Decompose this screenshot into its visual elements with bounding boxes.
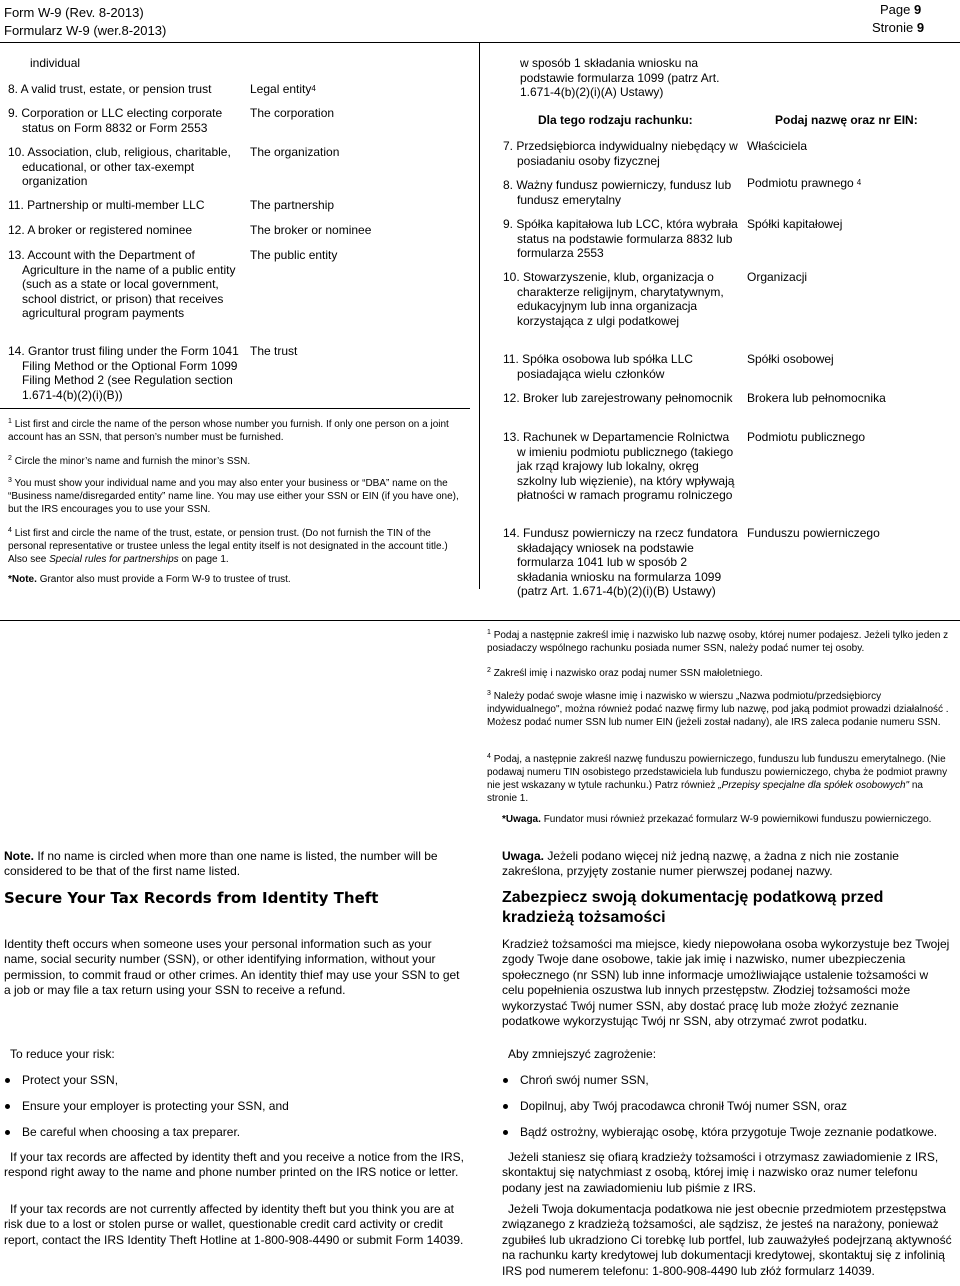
en-footnote-1: $^1$ List first and circle the name of the person whose number you furnish. If only one person on a joint account has an SSN, that person’s number must be furnished.: [8, 418, 449, 443]
en-bullet-2-text: Ensure your employer is protecting your SSN, and: [22, 1099, 289, 1113]
en-footnote-3: $^3$ You must show your individual name and you may also enter your business or “DBA” name on the “Business name/disregarded entity” name line. You may use either your SSN or EIN (if you have one), but the IRS encourages you to use your SSN.: [8, 477, 459, 515]
pl-footnote-4-text-a: Podaj, a następnie zakreśl nazwę funduszu powierniczego, funduszu lub funduszu emerytalnego. (Nie podawaj numeru TIN osobistego przedstawiciela lub funduszu powierniczego, chyba że podmiot prawny nie jest wskazany w tytule rachunku.) Patrz również: [487, 754, 948, 791]
pl-bullet-1-text: Chroń swój numer SSN,: [520, 1073, 649, 1087]
pl-row-12-name: Brokera lub pełnomocnika: [747, 391, 886, 405]
pl-row-13-acct: 13. Rachunek w Departamencie Rolnictwa w imieniu podmiotu publicznego (takiego jak rząd krajowy lub lokalny, okręg szkolny lub więzienie), na który wpływają płatności w ramach programu rolniczego: [503, 430, 735, 502]
en-row-8-acct: 8. A valid trust, estate, or pension trust: [8, 82, 212, 96]
en-row-11-name: The partnership: [250, 198, 335, 212]
en-note-label: Note.: [4, 849, 34, 863]
pl-bullet-2-text: Dopilnuj, aby Twój pracodawca chronił Twój numer SSN, oraz: [520, 1099, 848, 1113]
column-divider: [479, 42, 480, 589]
pl-footnote-2-text: Zakreśl imię i nazwisko oraz podaj numer SSN małoletniego.: [493, 668, 763, 679]
en-footnote-3-text: You must show your individual name and you may also enter your business or “DBA” name on the “Business name/disregarded entity” name line. You may use either your SSN or EIN (if you have one), but the IRS encourages you to use your SSN.: [8, 478, 459, 515]
page-num-en: 9: [914, 2, 922, 17]
en-para-1: Identity theft occurs when someone uses your personal information such as your name, social security number (SSN), or other identifying information, without your permission, to commit fraud or other crimes. An identity thief may use your SSN to get a job or may file a tax return using your SSN to receive a refund.: [4, 937, 460, 998]
page-number-pl: [872, 20, 924, 36]
bullet-icon: [5, 1104, 10, 1109]
en-row-10-name: The organization: [250, 145, 340, 159]
pl-bullet-1: [520, 1073, 950, 1088]
page-label-en: Page: [880, 2, 911, 17]
pl-note-trust-text: Fundator musi również przekazać formularz W-9 powiernikowi funduszu powierniczego.: [543, 814, 932, 825]
en-note: [4, 849, 464, 880]
en-footnote-1-text: List first and circle the name of the person whose number you furnish. If only one person on a joint account has an SSN, that person’s number must be furnished.: [8, 419, 449, 443]
pl-note-trust: [502, 813, 942, 826]
pl-note-trust-label: *Uwaga.: [502, 814, 541, 825]
table-bottom-rule: [0, 620, 960, 621]
en-footnote-4-text-a: List first and circle the name of the trust, estate, or pension trust. (Do not furnish the TIN of the personal representative or trustee unless the legal entity itself is not designated in the account title.) Also see: [8, 528, 448, 565]
en-bullet-1: [22, 1073, 462, 1088]
bullet-icon: [503, 1130, 508, 1135]
en-footnote-2: $^2$ Circle the minor’s name and furnish the minor’s SSN.: [8, 455, 251, 467]
bullet-icon: [503, 1078, 508, 1083]
en-note-trust: [8, 573, 463, 586]
pl-bullet-3-text: Bądź ostrożny, wybierając osobę, która przygotuje Twoje zeznanie podatkowe.: [520, 1125, 938, 1139]
en-note-trust-label: *Note.: [8, 574, 37, 585]
pl-para-1: Kradzież tożsamości ma miejsce, kiedy niepowołana osoba wykorzystuje bez Twojej zgody Twoje dane osobowe, takie jak imię i nazwisko, numer ubezpieczenia społecznego (nr SSN) lub inne informacje umożliwiające ustalenie tożsamości w celu popełnienia oszustwa lub innych przestępstw. Złodziej tożsamości może wykorzystać Twój numer SSN, aby dostać pracę lub może złożyć zeznanie podatkowe wykorzystując Twój nr SSN, aby otrzymać zwrot podatku.: [502, 937, 950, 1029]
en-para-3: If your tax records are not currently affected by identity theft but you think you are at risk due to a lost or stolen purse or wallet, questionable credit card activity or credit report, contact the IRS Identity Theft Hotline at 1-800-908-4490 or submit Form 14039.: [4, 1202, 464, 1247]
en-note-text: If no name is circled when more than one name is listed, the number will be considered to be that of the first name listed.: [4, 849, 438, 879]
pl-row-9-name: Spółki kapitałowej: [747, 217, 843, 231]
pl-footnote-4-italic: „Przepisy specjalne dla spółek osobowych": [718, 780, 910, 791]
en-footnote-4: $^4$ List first and circle the name of the trust, estate, or pension trust. (Do not furnish the TIN of the personal representative or trustee unless the legal entity itself is not designated in the account title.) Also see Special rules for partnerships on page 1.: [8, 527, 448, 565]
en-row-8-name: [250, 82, 460, 97]
pl-bullet-3: [520, 1125, 950, 1140]
en-row-11-acct: 11. Partnership or multi-member LLC: [8, 198, 205, 212]
en-footnote-2-text: Circle the minor’s name and furnish the minor’s SSN.: [14, 456, 251, 467]
en-bullet-1-text: Protect your SSN,: [22, 1073, 119, 1087]
en-heading: Secure Your Tax Records from Identity Theft: [4, 889, 379, 907]
en-bullet-3: [22, 1125, 462, 1140]
pl-row-7-name: Właściciela: [747, 139, 808, 153]
en-para-2: If your tax records are affected by identity theft and you receive a notice from the IRS, respond right away to the name and phone number printed on the IRS notice or letter.: [4, 1150, 465, 1180]
pl-row-14-acct: 14. Fundusz powierniczy na rzecz fundatora składający wniosek na podstawie formularza 1041 lub w sposób 2 składania wniosku na formularza 1099 (patrz Art. 1.671-4(b)(2)(i)(B) Ustawy): [503, 526, 738, 598]
en-note-trust-text: Grantor also must provide a Form W-9 to trustee of trust.: [39, 574, 291, 585]
pl-row-11-name: Spółki osobowej: [747, 352, 834, 366]
pl-bullet-2: [520, 1099, 950, 1114]
pl-row-8-sup: 4: [856, 178, 862, 187]
en-row-14-name: The trust: [250, 344, 298, 358]
header-rule: [0, 42, 960, 43]
pl-heading: Zabezpiecz swoją dokumentację podatkową przed kradzieżą tożsamości: [502, 889, 884, 926]
pl-note: [502, 849, 942, 880]
en-row-14-acct: 14. Grantor trust filing under the Form 1041 Filing Method or the Optional Form 1099 Filing Method 2 (see Regulation section 1.671-4(b)(2)(i)(B)): [8, 344, 239, 402]
pl-footnote-1-text: Podaj a następnie zakreśl imię i nazwisko lub nazwę osoby, której numer podajesz. Jeżeli tylko jeden z posiadaczy wspólnego rachunku posiada numer SSN, należy podać numer tej osoby.: [487, 630, 949, 654]
form-title-en: Form W-9 (Rev. 8-2013): [4, 5, 144, 20]
bullet-icon: [5, 1078, 10, 1083]
en-row-9-name: The corporation: [250, 106, 335, 120]
pl-row-8-name-text: Podmiotu prawnego: [747, 176, 854, 190]
page-number-en: [880, 2, 921, 18]
en-row-8-name-text: Legal entity: [250, 82, 312, 96]
en-row-8-sup: 4: [311, 84, 316, 93]
pl-reduce-risk: Aby zmniejszyć zagrożenie:: [508, 1047, 657, 1061]
pl-footnote-4: $^4$ Podaj, a następnie zakreśl nazwę funduszu powierniczego, funduszu lub funduszu emerytalnego. (Nie podawaj numeru TIN osobistego przedstawiciela lub funduszu powierniczego, chyba że podmiot prawny nie jest wskazany w tytule rachunku.) Patrz również „Przepisy specjalne dla spółek osobowych" na stronie 1.: [487, 753, 948, 804]
en-row-13-name: The public entity: [250, 248, 338, 262]
pl-row-10-acct: 10. Stowarzyszenie, klub, organizacja o charakterze religijnym, charytatywnym, edukacyjnym lub inna organizacja korzystająca z ulgi podatkowej: [503, 270, 724, 328]
pl-footnote-1: $^1$ Podaj a następnie zakreśl imię i nazwisko lub nazwę osoby, której numer podajesz. Jeżeli tylko jeden z posiadaczy wspólnego rachunku posiada numer SSN, należy podać numer tej osoby.: [487, 629, 949, 654]
page-num-pl: 9: [916, 20, 925, 35]
bullet-icon: [503, 1104, 508, 1109]
pl-row-7-acct: 7. Przedsiębiorca indywidualny niebędący w posiadaniu osoby fizycznej: [503, 139, 738, 168]
en-row-cont-acct: individual: [30, 56, 81, 70]
pl-row-14-name: Funduszu powierniczego: [747, 526, 880, 540]
pl-row-12-acct: 12. Broker lub zarejestrowany pełnomocnik: [503, 391, 733, 405]
pl-footnote-3-text: Należy podać swoje własne imię i nazwisko w wierszu „Nazwa podmiotu/przedsiębiorcy indywidualnego", można również podać nazwę firmy lub nazwę, pod jaką podmiot prowadzi działalność . Możesz podać numer SSN lub numer EIN (jeżeli został nadany), ale IRS zaleca podanie numeru SSN.: [487, 691, 949, 728]
pl-row-cont: w sposób 1 składania wniosku na podstawie formularza 1099 (patrz Art. 1.671-4(b)(2)(i)(A) Ustawy): [520, 56, 720, 99]
en-bullet-3-text: Be careful when choosing a tax preparer.: [22, 1125, 241, 1139]
pl-para-2: Jeżeli staniesz się ofiarą kradzieży tożsamości i otrzymasz zawiadomienie z IRS, skontaktuj się natychmiast z osobą, której imię i nazwisko oraz numer telefonu podany jest na zawiadomieniu lub piśmie z IRS.: [502, 1150, 939, 1195]
en-row-12-acct: 12. A broker or registered nominee: [8, 223, 193, 237]
pl-footnote-3: $^3$ Należy podać swoje własne imię i nazwisko w wierszu „Nazwa podmiotu/przedsiębiorcy indywidualnego", można również podać nazwę firmy lub nazwę, pod jaką podmiot prowadzi działalność . Możesz podać numer SSN lub numer EIN (jeżeli został nadany), ale IRS zaleca podanie numeru SSN.: [487, 690, 949, 728]
pl-note-label: Uwaga.: [502, 849, 545, 863]
pl-note-text: Jeżeli podano więcej niż jedną nazwę, a żadna z nich nie zostanie zakreślona, przyjęty zostanie numer pierwszej podanej nazwy.: [502, 849, 899, 879]
pl-row-9-acct: 9. Spółka kapitałowa lub LCC, która wybrała status na podstawie formularza 8832 lub formularza 2553: [503, 217, 738, 260]
pl-row-8-acct: 8. Ważny fundusz powierniczy, fundusz lub fundusz emerytalny: [503, 178, 732, 207]
en-bullet-2: [22, 1099, 462, 1114]
pl-footnote-4-text-b: na stronie 1.: [487, 780, 923, 804]
pl-row-10-name: Organizacji: [747, 270, 808, 284]
en-row-10-acct: 10. Association, club, religious, charitable, educational, or other tax-exempt organization: [8, 145, 231, 188]
en-reduce-risk: To reduce your risk:: [10, 1047, 115, 1061]
pl-row-11-acct: 11. Spółka osobowa lub spółka LLC posiadająca wielu członków: [503, 352, 693, 381]
page-label-pl: Stronie: [872, 20, 914, 35]
en-row-9-acct: 9. Corporation or LLC electing corporate status on Form 8832 or Form 2553: [8, 106, 223, 135]
pl-col-header-name: Podaj nazwę oraz nr EIN:: [775, 113, 918, 127]
en-footnote-4-italic: Special rules for partnerships: [49, 554, 179, 565]
bullet-icon: [5, 1130, 10, 1135]
pl-row-8-name: [747, 176, 947, 191]
en-row-12-name: The broker or nominee: [250, 223, 372, 237]
pl-col-header-account: Dla tego rodzaju rachunku:: [538, 113, 693, 127]
en-row-13-acct: 13. Account with the Department of Agriculture in the name of a public entity (such as a state or local government, school district, or prison) that receives agricultural program payments: [8, 248, 236, 320]
en-footnote-rule: [0, 408, 470, 409]
en-footnote-4-text-b: on page 1.: [181, 554, 229, 565]
pl-para-3: Jeżeli Twoja dokumentacja podatkowa nie jest obecnie przedmiotem przestępstwa związanego z kradzieżą tożsamości, ale sądzisz, że jesteś na narażony, ponieważ zgubiłeś lub ukradziono Ci torebkę lub portfel, lub zauważyłeś podejrzaną aktywność na rachunku karty kredytowej lub dokumentacji kredytowej, skontaktuj się z infolinią IRS pod numerem telefonu: 1-800-908-4490 lub złóż formularz 14039.: [502, 1202, 952, 1278]
pl-footnote-2: $^2$ Zakreśl imię i nazwisko oraz podaj numer SSN małoletniego.: [487, 667, 763, 679]
form-title-pl: Formularz W-9 (wer.8-2013): [4, 23, 167, 38]
pl-row-13-name: Podmiotu publicznego: [747, 430, 866, 444]
